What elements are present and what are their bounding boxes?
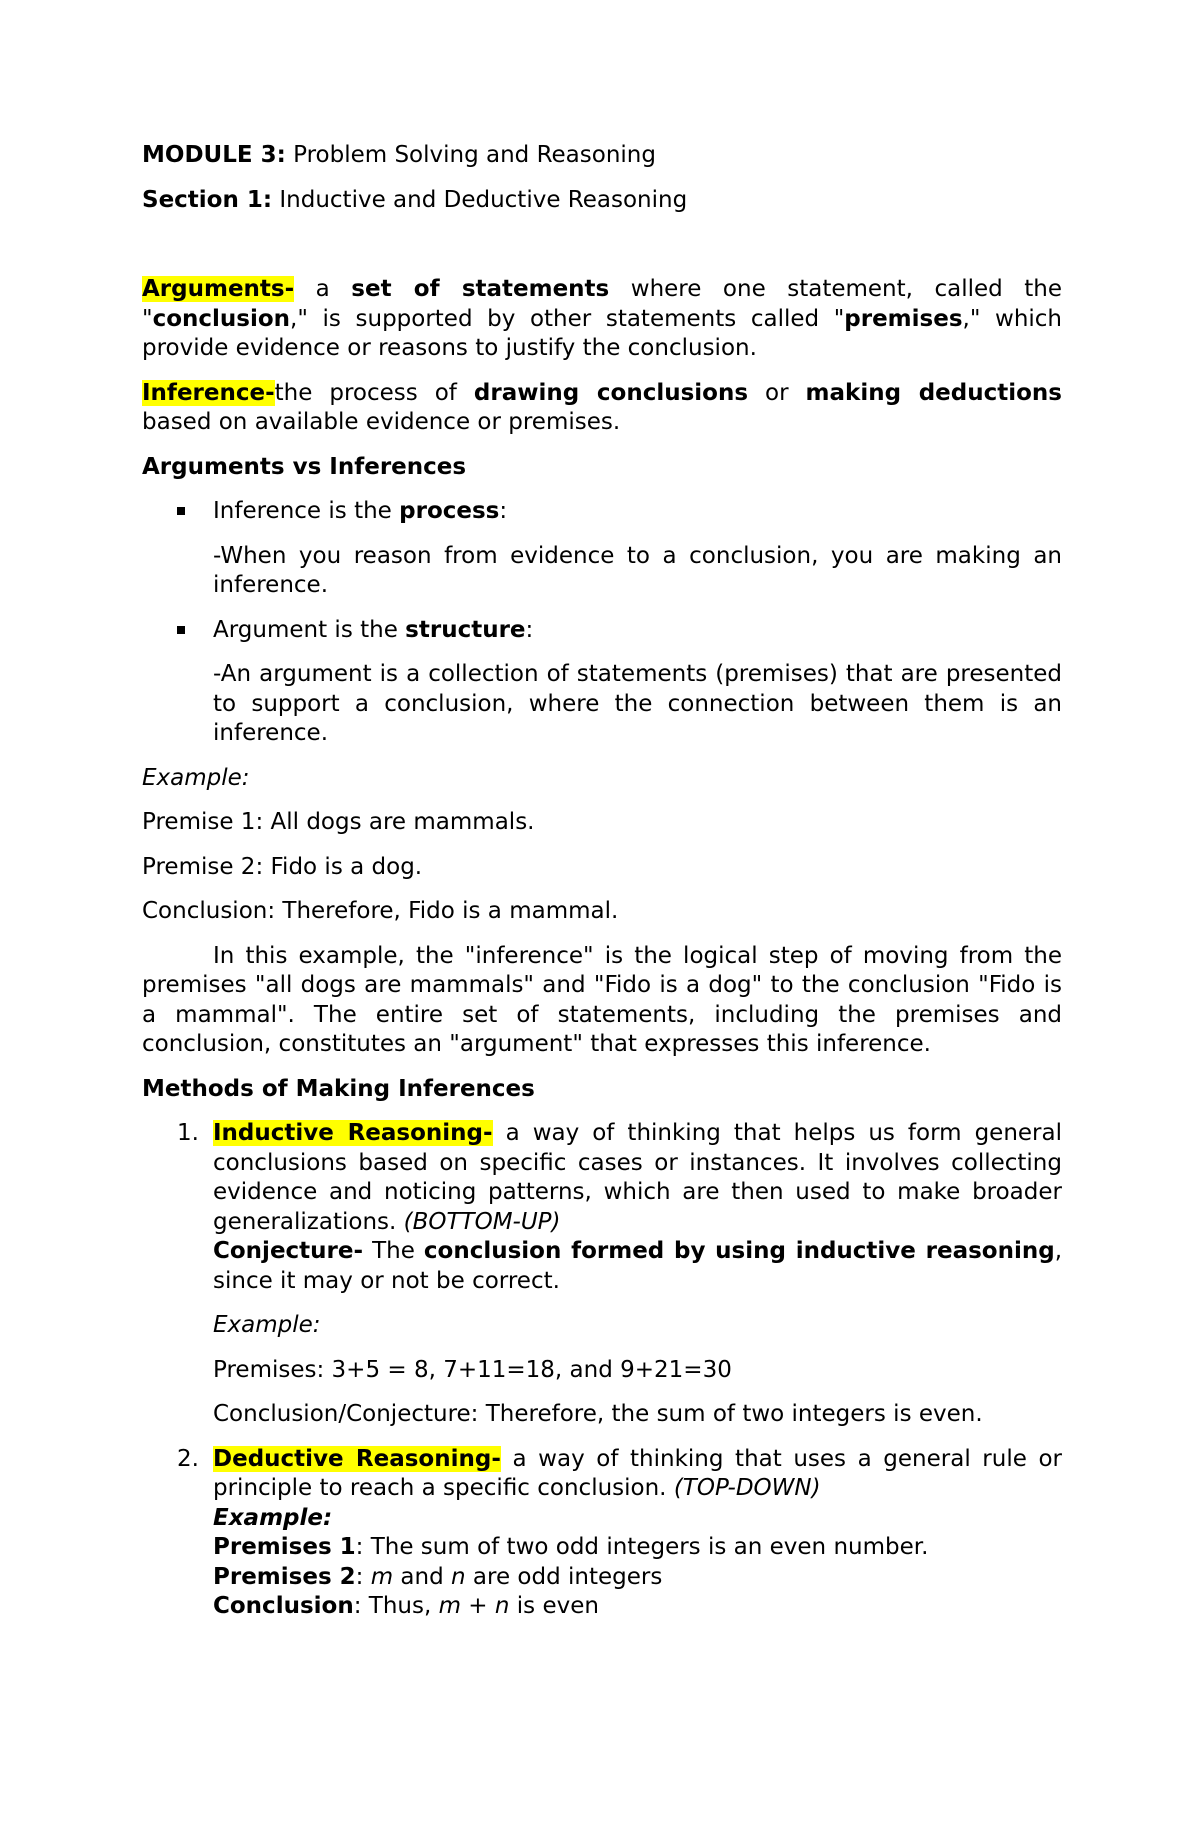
arguments-vs-inferences-heading [142,453,1062,483]
list-number: 1. [177,1120,199,1146]
inductive-term: Inductive Reasoning- [213,1120,493,1146]
module-heading [142,141,1062,171]
arguments-term: Arguments- [142,276,295,302]
section-title: Inductive and Deductive Reasoning [272,186,688,213]
text-run: The [363,1238,424,1264]
deductive-example-label [213,1504,1062,1534]
square-bullet-icon [177,626,185,634]
heading-text: Methods of Making Inferences [142,1075,535,1102]
text-run: ," is supported by other statements called " [290,305,845,332]
text-run: : Thus, [353,1593,439,1619]
example-explanation: In this example, the "inference" is the logical step of moving from the premises "all dogs are mammals" and "Fido is a dog" to the conclusion "Fido is a mammal". The entire set of statements, including the premises and conclusion, constitutes an "argument" that expresses this inference. [142,942,1062,1057]
inference-definition [142,379,1062,438]
bold-run: conclusion [152,305,291,332]
variable: m [370,1563,394,1590]
inductive-definition [213,1119,1062,1237]
variable: n [494,1593,510,1619]
square-bullet-icon [177,507,185,515]
text-run: and [393,1563,452,1590]
direction-tag: (TOP-DOWN) [673,1475,821,1501]
bold-run: process [399,498,500,524]
section-heading [142,186,1062,216]
example-label: Example: [142,764,250,791]
text-run: where one statement, called the " [142,276,1063,332]
list-number: 2. [177,1445,199,1472]
inductive-premises: Premises: 3+5 = 8, 7+11=18, and 9+21=30 [213,1356,732,1383]
example-premise-1: Premise 1: All dogs are mammals. [142,809,535,835]
list-item-deductive [142,1445,1062,1622]
inductive-conclusion: Conclusion/Conjecture: Therefore, the sum of two integers is even. [213,1401,983,1427]
inductive-example-label: Example: [213,1312,321,1338]
text-run: a way of thinking that helps us form general conclusions based on specific cases or instances. It involves collecting evidence and noticing patterns, which are then used to make broader generalizations. [213,1120,1062,1235]
module-label: MODULE 3: [142,142,286,168]
heading-text: Arguments vs Inferences [142,453,467,480]
text-run: based on available evidence or premises. [142,409,621,435]
text-run: + [460,1593,495,1619]
bold-run: drawing conclusions [473,379,749,406]
example-premise-2: Premise 2: Fido is a dog. [142,853,423,880]
inference-term: Inference- [142,379,275,406]
conclusion-label: Conclusion [213,1593,354,1619]
conjecture-term: Conjecture- [213,1238,364,1264]
variable: n [451,1563,466,1590]
bullet-description: -An argument is a collection of statements (premises) that are presented to support a conclusion, where the connection between them is an inference. [213,661,1062,746]
bold-run: set of statements [351,276,610,302]
bullet-item [142,497,1062,527]
bold-run: structure [405,616,526,643]
text-run: , since it may or not be correct. [213,1238,1062,1294]
text-run: : [525,616,534,643]
deductive-conclusion [213,1592,1062,1622]
conjecture-definition [213,1237,1062,1296]
premise-label: Premises 1 [213,1534,356,1560]
text-run: Inference is the [213,498,400,524]
bullet-item [142,616,1062,646]
text-run: a way of thinking that uses a general rule or principle to reach a specific conclusion. [213,1445,1062,1501]
document-body [142,141,1062,1622]
text-run: Argument is the [213,616,406,643]
deductive-premise-2 [213,1563,1062,1593]
text-run: or [748,379,806,406]
list-item-inductive [142,1119,1062,1296]
premise-label: Premises 2 [213,1563,356,1590]
section-label: Section 1: [142,186,273,213]
methods-heading [142,1075,1062,1105]
text-run: the process of [274,379,474,406]
deductive-premise-1 [213,1533,1062,1563]
text-run: are odd integers [465,1563,663,1590]
deductive-definition [213,1445,1062,1504]
direction-tag: (BOTTOM-UP) [403,1208,561,1235]
arguments-definition [142,275,1062,364]
text-run: : [355,1563,371,1590]
text-run: ," which provide evidence or reasons to justify the conclusion. [142,305,1063,361]
bullet-description: -When you reason from evidence to a conclusion, you are making an inference. [213,542,1062,598]
bold-run: premises [844,305,963,332]
text-run: is even [509,1593,599,1619]
bold-run: making deductions [805,379,1062,406]
module-title: Problem Solving and Reasoning [285,142,656,168]
text-run: : The sum of two odd integers is an even number. [355,1534,929,1560]
bold-run: conclusion formed by using inductive reasoning [423,1238,1055,1264]
text-run: a [294,276,352,302]
example-label-text: Example: [213,1504,333,1531]
deductive-term: Deductive Reasoning- [213,1445,501,1472]
example-conclusion: Conclusion: Therefore, Fido is a mammal. [142,898,619,924]
text-run: : [499,498,508,524]
variable: m [438,1593,461,1619]
